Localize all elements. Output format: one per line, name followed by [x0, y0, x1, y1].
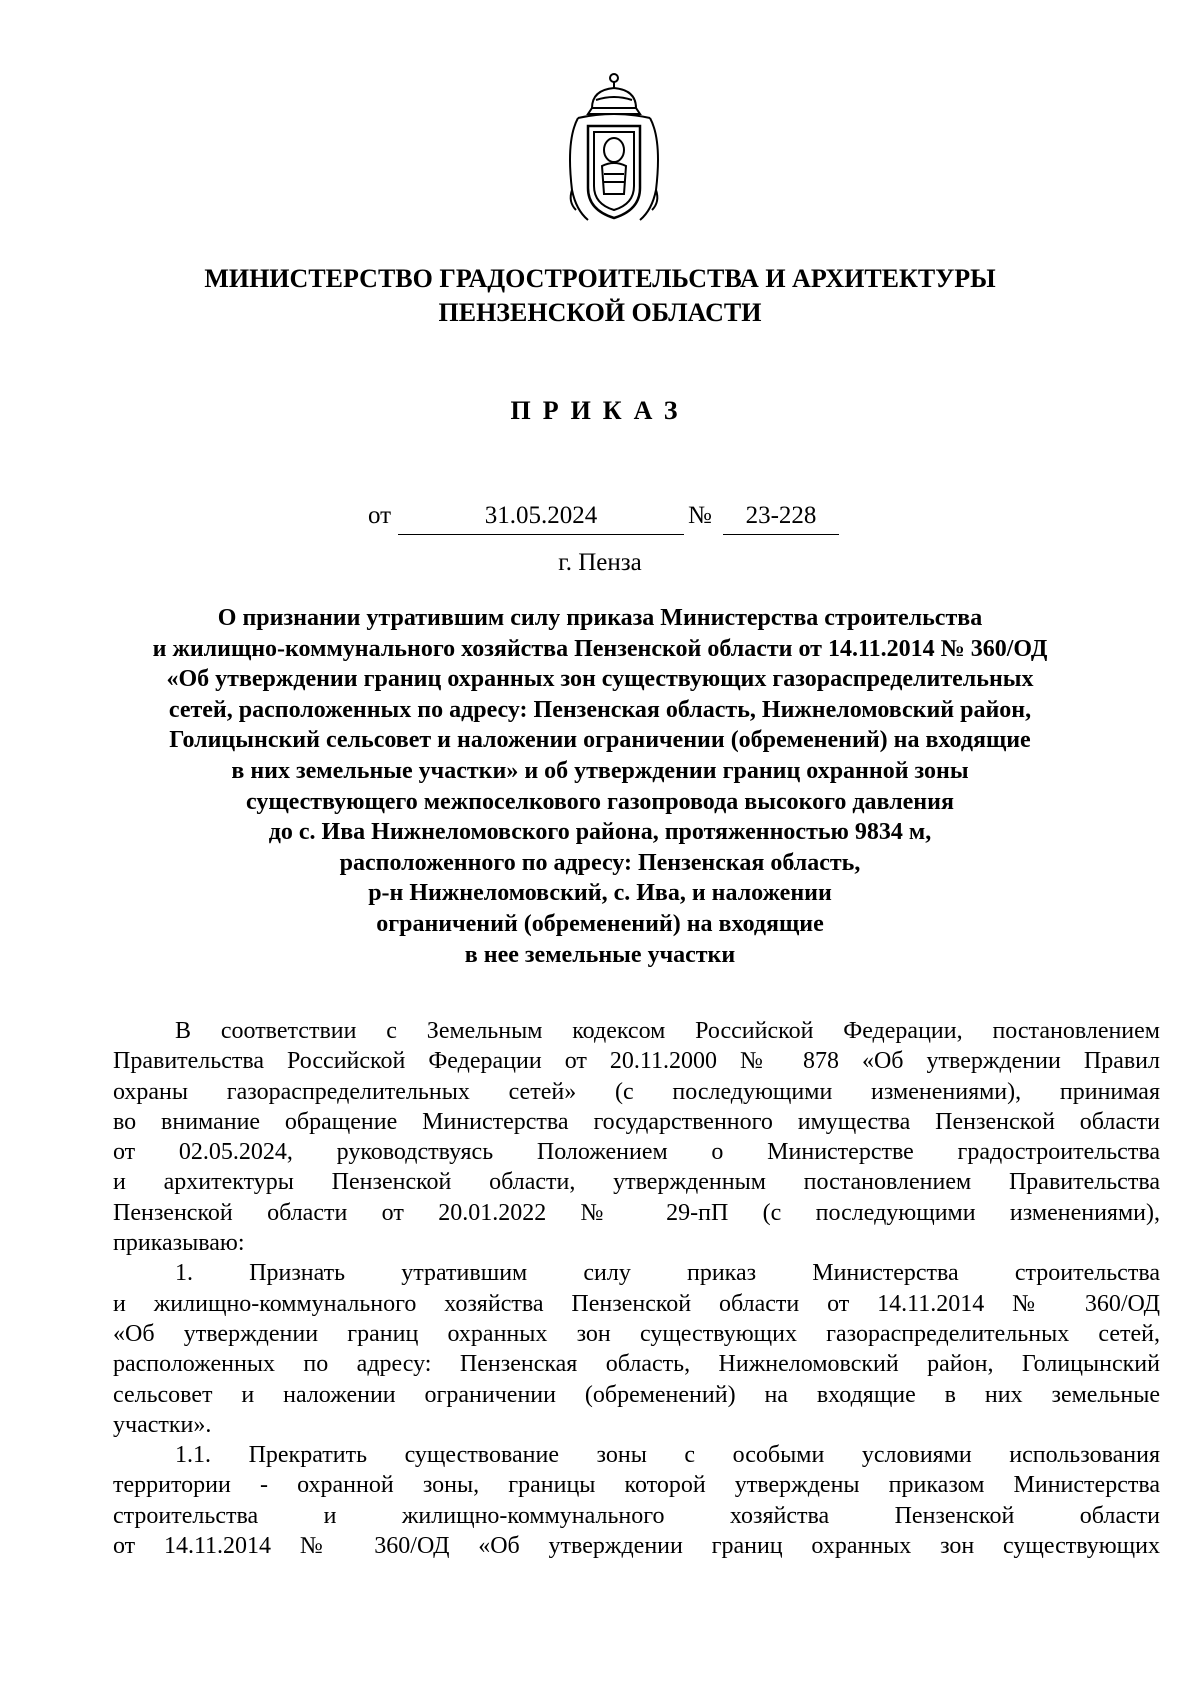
date-number-row [0, 502, 1200, 536]
body-line: сельсовет и наложении ограничении (обременений) на входящие в них земельные [113, 1381, 1160, 1408]
subject-line: ограничений (обременений) на входящие [376, 910, 824, 937]
body-line: от 02.05.2024, руководствуясь Положением о Министерстве градостроительства [113, 1139, 1160, 1166]
subject-line: «Об утверждении границ охранных зон существующих газораспределительных [166, 666, 1034, 693]
body-line: и архитектуры Пензенской области, утвержденным постановлением Правительства [113, 1169, 1160, 1196]
body-line: В соответствии с Земельным кодексом Российской Федерации, постановлением [175, 1018, 1160, 1044]
subject-line: р-н Нижнеломовский, с. Ива, и наложении [368, 880, 832, 907]
body-line: и жилищно-коммунального хозяйства Пензенской области от 14.11.2014 № 360/ОД [113, 1290, 1160, 1317]
body-line: от 14.11.2014 № 360/ОД «Об утверждении границ охранных зон существующих [113, 1533, 1160, 1560]
body-line: «Об утверждении границ охранных зон существующих газораспределительных сетей, [113, 1320, 1160, 1347]
city: г. Пенза [558, 549, 642, 576]
body-line: строительства и жилищно-коммунального хозяйства Пензенской области [113, 1502, 1160, 1529]
subject-line: сетей, расположенных по адресу: Пензенская область, Нижнеломовский район, [168, 696, 1032, 723]
body-line: территории - охранной зоны, границы которой утверждены приказом Министерства [113, 1472, 1160, 1499]
date-prefix: от [368, 502, 392, 529]
body-line: во внимание обращение Министерства государственного имущества Пензенской области [113, 1108, 1160, 1135]
ministry-name-line1: МИНИСТЕРСТВО ГРАДОСТРОИТЕЛЬСТВА И АРХИТЕКТУРЫ [204, 264, 996, 293]
order-subject [0, 603, 1200, 970]
subject-line: в них земельные участки» и об утверждении границ охранной зоны [231, 757, 969, 784]
subject-line: расположенного по адресу: Пензенская область, [339, 849, 861, 876]
body-line: 1.1. Прекратить существование зоны с особыми условиями использования [175, 1442, 1160, 1469]
body-line: 1. Признать утратившим силу приказ Министерства строительства [175, 1260, 1160, 1287]
body-line: расположенных по адресу: Пензенская область, Нижнеломовский район, Голицынский [113, 1351, 1160, 1378]
ministry-name-line2: ПЕНЗЕНСКОЙ ОБЛАСТИ [438, 298, 762, 327]
number-prefix: № [688, 502, 712, 529]
body-line: Пензенской области от 20.01.2022 № 29-пП (с последующими изменениями), [113, 1199, 1160, 1226]
body-line: охраны газораспределительных сетей» (с последующими изменениями), принимая [113, 1078, 1160, 1105]
coat-of-arms-emblem [558, 70, 670, 230]
order-date: 31.05.2024 [398, 502, 684, 535]
body-line: приказываю: [113, 1230, 245, 1257]
subject-line: О признании утратившим силу приказа Министерства строительства [217, 605, 983, 631]
body-line: Правительства Российской Федерации от 20.11.2000 № 878 «Об утверждении Правил [113, 1048, 1160, 1075]
subject-line: существующего межпоселкового газопровода высокого давления [246, 788, 954, 815]
subject-line: в нее земельные участки [464, 941, 736, 968]
subject-line: до с. Ива Нижнеломовского района, протяженностью 9834 м, [268, 819, 932, 846]
subject-line: и жилищно-коммунального хозяйства Пензенской области от 14.11.2014 № 360/ОД [152, 635, 1048, 662]
document-type-title: ПРИКАЗ [510, 396, 690, 425]
subject-line: Голицынский сельсовет и наложении ограничении (обременений) на входящие [169, 727, 1031, 754]
ministry-name [0, 262, 1200, 330]
body-line: участки». [113, 1411, 212, 1438]
order-number: 23-228 [723, 502, 839, 535]
order-body [113, 1016, 1160, 1561]
